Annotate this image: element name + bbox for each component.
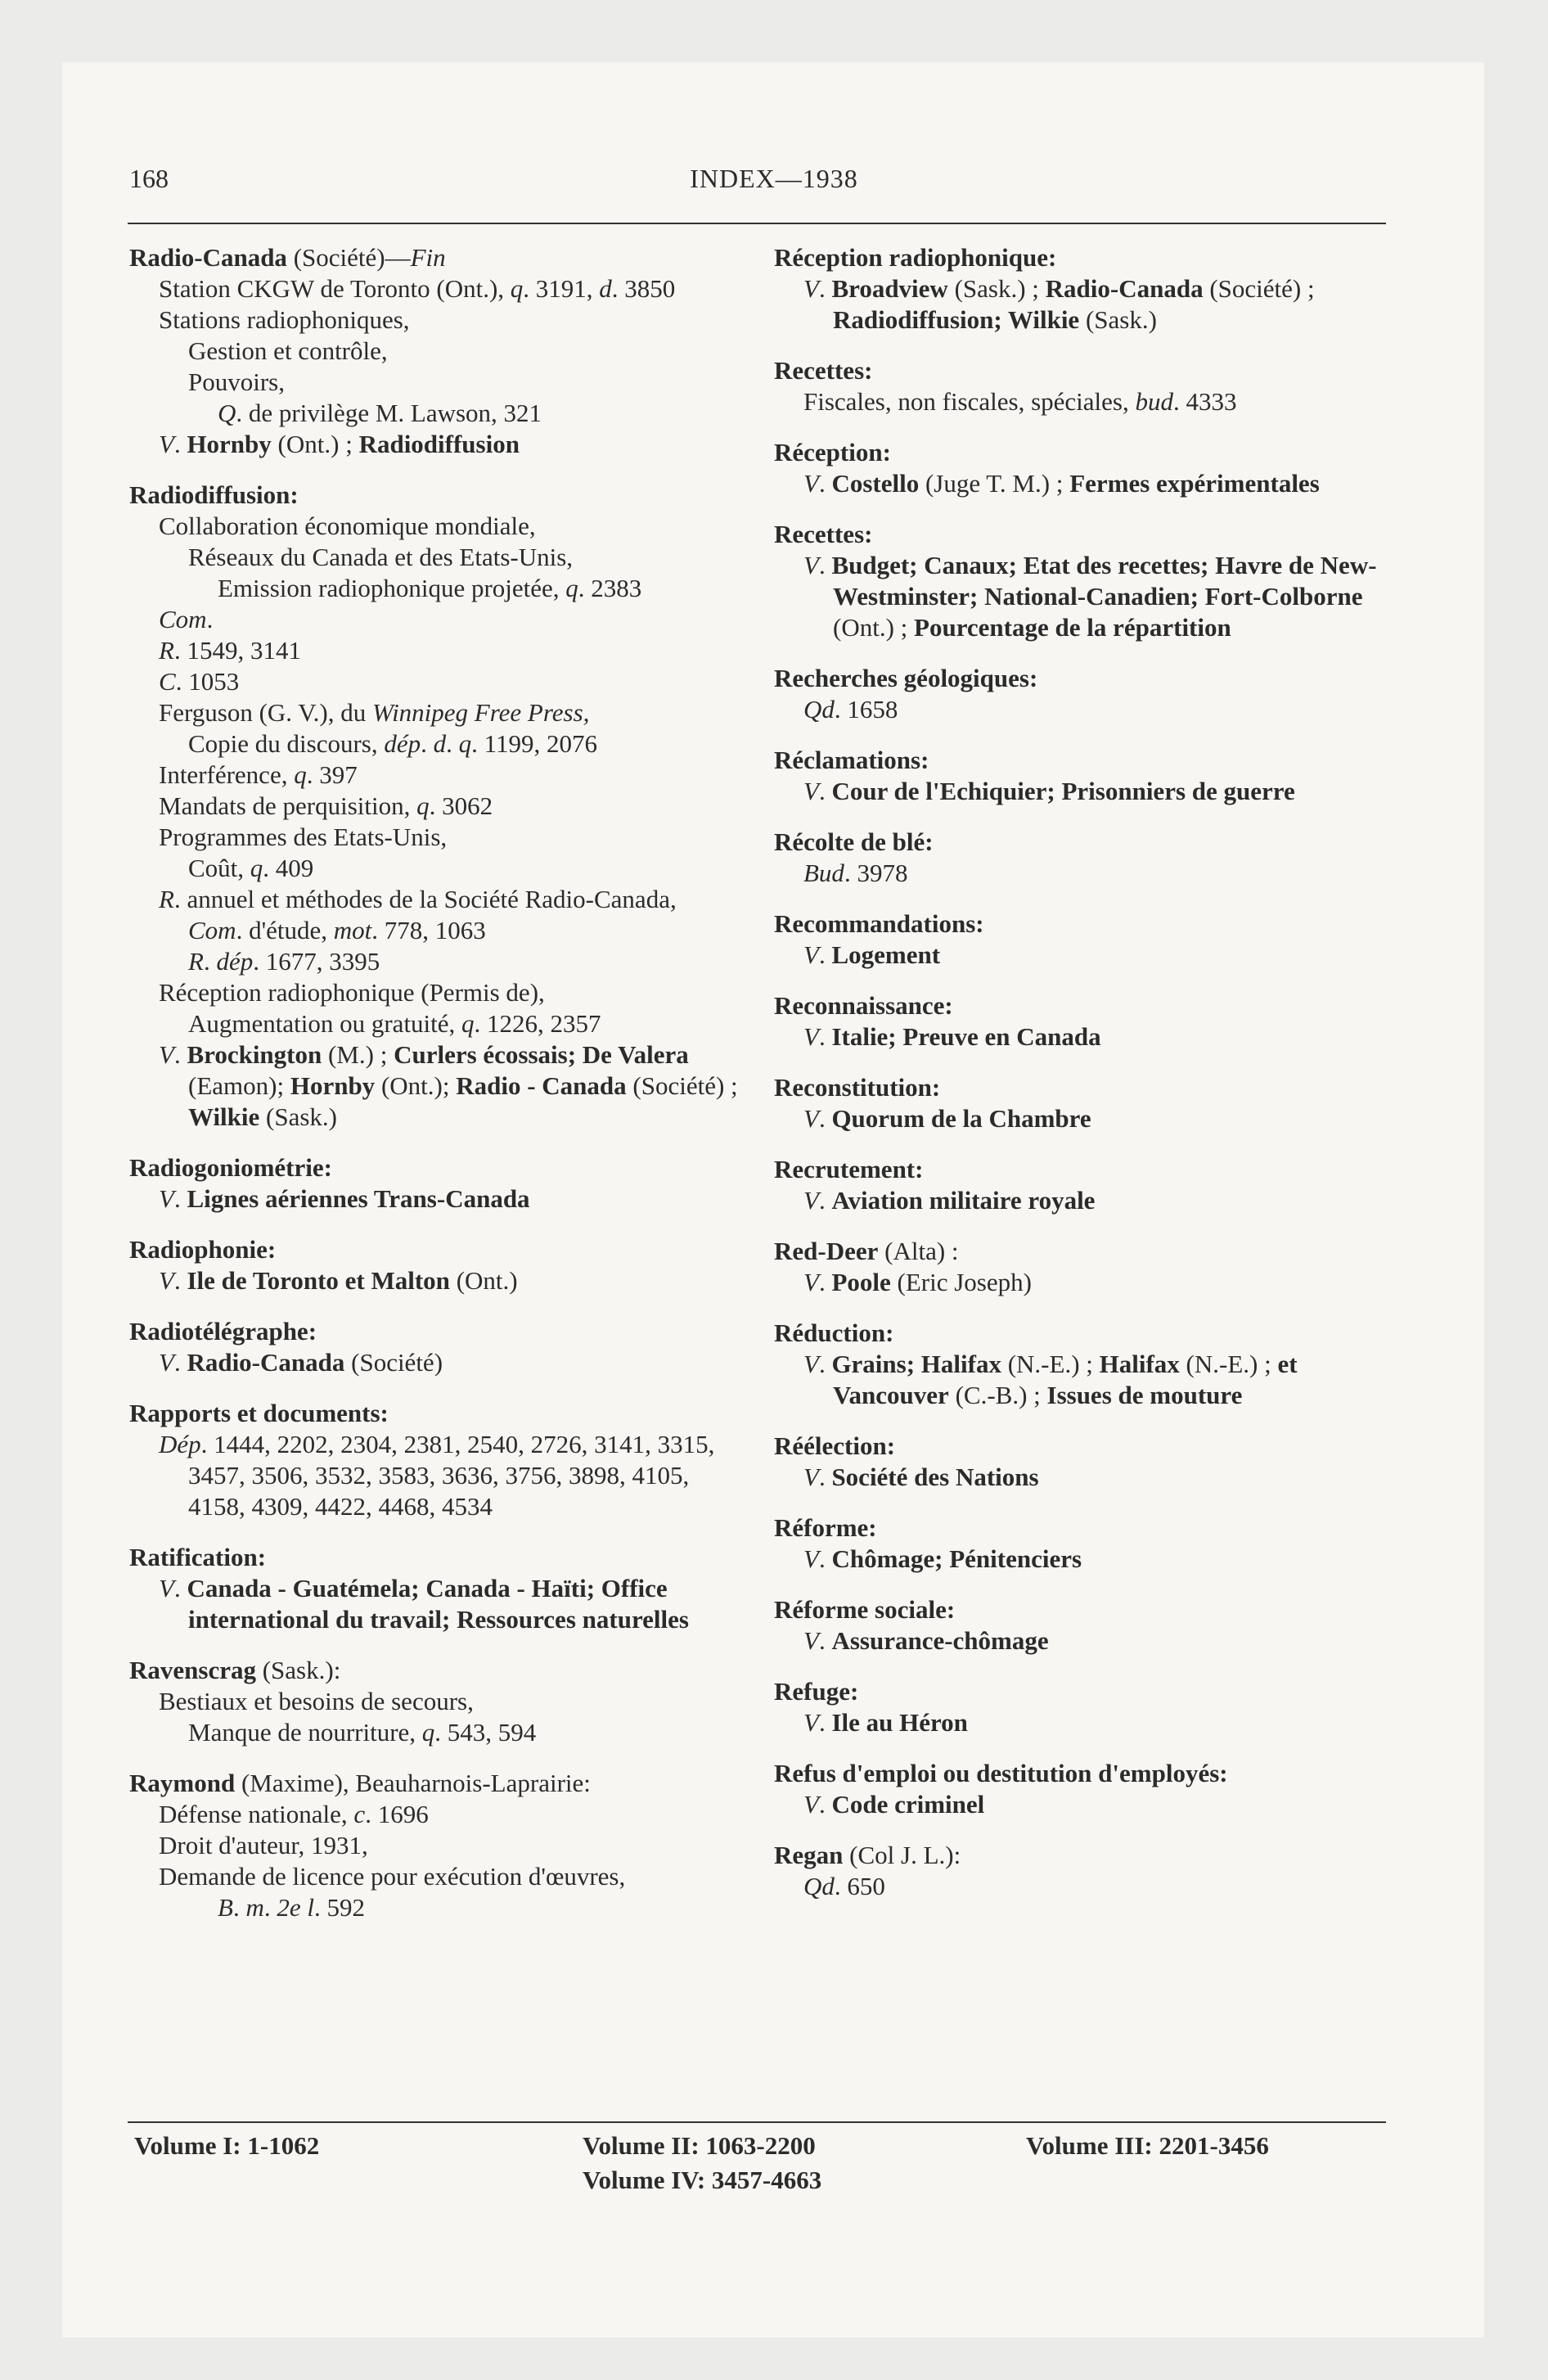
index-heading: Réclamations: [774,746,929,774]
footer-rule [128,2121,1386,2123]
index-heading: Regan (Col J. L.): [774,1841,961,1869]
entry-regan [774,1840,1393,1902]
entry-reconstitution [774,1072,1393,1134]
entry-reduction [774,1318,1393,1411]
index-heading: Ravenscrag (Sask.): [129,1656,341,1684]
index-heading: Recettes: [774,356,873,385]
index-subentry: Ferguson (G. V.), du Winnipeg Free Press, [159,698,590,727]
index-subentry: V. Brockington (M.) ; Curlers écossais; De Valera (Eamon); Hornby (Ont.); Radio - Canada (Société) ; Wilkie (Sask.) [159,1040,738,1131]
index-subentry: V. Ile de Toronto et Malton (Ont.) [159,1266,518,1295]
index-subentry: R. 1549, 3141 [159,636,301,665]
index-subentry: Coût, q. 409 [188,854,314,882]
index-subentry: Réception radiophonique (Permis de), [159,978,545,1007]
footer-volume-2: Volume II: 1063-2200 [583,2131,816,2160]
index-subentry: B. m. 2e l. 592 [218,1893,365,1922]
entry-refuge [774,1676,1393,1738]
index-subentry: V. Costello (Juge T. M.) ; Fermes expérimentales [803,469,1320,498]
entry-ratification [129,1542,739,1635]
index-subentry: V. Lignes aériennes Trans-Canada [159,1184,530,1213]
index-subentry: V. Code criminel [803,1790,985,1819]
index-heading: Refus d'emploi ou destitution d'employés: [774,1759,1228,1787]
index-subentry: Dép. 1444, 2202, 2304, 2381, 2540, 2726, 3141, 3315, 3457, 3506, 3532, 3583, 3636, 3756, 3898, 4105, 4158, 4309, 4422, 4468, 4534 [159,1430,715,1521]
entry-reclamations [774,745,1393,807]
index-subentry: V. Budget; Canaux; Etat des recettes; Havre de New-Westminster; National-Canadien; Fort-Colborne (Ont.) ; Pourcentage de la répartition [803,551,1377,642]
entry-refus-d-emploi [774,1758,1393,1820]
index-heading: Réforme: [774,1513,877,1542]
index-heading: Radio-Canada (Société)—Fin [129,243,446,272]
index-subentry: Bestiaux et besoins de secours, [159,1687,474,1715]
index-heading: Recommandations: [774,909,984,938]
index-heading: Radiodiffusion: [129,480,299,509]
index-subentry: V. Grains; Halifax (N.-E.) ; Halifax (N.-E.) ; et Vancouver (C.-B.) ; Issues de mouture [803,1350,1298,1409]
index-subentry: Augmentation ou gratuité, q. 1226, 2357 [188,1009,601,1038]
index-heading: Réduction: [774,1318,894,1347]
index-heading: Reconnaissance: [774,991,953,1020]
index-heading: Réception radiophonique: [774,243,1057,272]
index-subentry: C. 1053 [159,667,240,696]
index-subentry: Copie du discours, dép. d. q. 1199, 2076 [188,729,597,758]
index-subentry: Qd. 650 [803,1872,885,1900]
entry-recettes-1 [774,355,1393,417]
index-heading: Récolte de blé: [774,827,934,856]
entry-rapports-et-documents [129,1398,739,1522]
entry-red-deer [774,1236,1393,1298]
index-subentry: R. annuel et méthodes de la Société Radio-Canada, [159,885,677,913]
index-subentry: Droit d'auteur, 1931, [159,1831,368,1859]
footer-volume-1: Volume I: 1-1062 [134,2131,320,2160]
index-heading: Radiophonie: [129,1235,277,1264]
index-heading: Red-Deer (Alta) : [774,1237,959,1265]
index-heading: Refuge: [774,1677,859,1706]
index-heading: Reconstitution: [774,1073,941,1102]
index-subentry: Com. d'étude, mot. 778, 1063 [188,916,486,944]
index-subentry: Défense nationale, c. 1696 [159,1800,429,1828]
entry-recettes-2 [774,519,1393,643]
index-subentry: Demande de licence pour exécution d'œuvres, [159,1862,626,1891]
index-subentry: Com. [159,605,214,633]
index-subentry: Programmes des Etats-Unis, [159,823,448,851]
index-heading: Recherches géologiques: [774,664,1038,692]
index-subentry: V. Cour de l'Echiquier; Prisonniers de guerre [803,777,1295,805]
index-heading: Rapports et documents: [129,1399,389,1427]
index-subentry: Manque de nourriture, q. 543, 594 [188,1718,537,1747]
index-subentry: Collaboration économique mondiale, [159,512,536,540]
index-subentry: V. Chômage; Pénitenciers [803,1544,1082,1573]
entry-ravenscrag [129,1655,739,1748]
entry-radiogoniometrie [129,1152,739,1215]
index-heading: Réception: [774,438,891,467]
index-subentry: V. Logement [803,940,941,969]
footer-volume-4: Volume IV: 3457-4663 [583,2166,822,2194]
entry-reforme [774,1512,1393,1575]
index-heading: Ratification: [129,1543,267,1571]
index-heading: Recrutement: [774,1155,924,1183]
index-subentry: V. Ile au Héron [803,1708,968,1737]
index-subentry: Stations radiophoniques, [159,305,410,334]
entry-reforme-sociale [774,1594,1393,1657]
entry-raymond [129,1768,739,1923]
index-subentry: V. Canada - Guatémela; Canada - Haïti; Office international du travail; Ressources naturelles [159,1574,689,1634]
entry-reception-radiophonique [774,242,1393,336]
index-subentry: R. dép. 1677, 3395 [188,947,380,976]
index-subentry: V. Radio-Canada (Société) [159,1348,443,1377]
index-subentry: Interférence, q. 397 [159,760,358,789]
entry-reception [774,437,1393,499]
index-subentry: V. Italie; Preuve en Canada [803,1022,1101,1051]
index-subentry: V. Poole (Eric Joseph) [803,1268,1032,1296]
index-subentry: V. Hornby (Ont.) ; Radiodiffusion [159,430,520,458]
header-rule [128,223,1386,224]
index-heading: Réforme sociale: [774,1595,956,1624]
index-subentry: V. Broadview (Sask.) ; Radio-Canada (Société) ; Radiodiffusion; Wilkie (Sask.) [803,274,1315,334]
index-subentry: Gestion et contrôle, [188,336,388,365]
index-subentry: Station CKGW de Toronto (Ont.), q. 3191, d. 3850 [159,274,676,303]
index-subentry: Emission radiophonique projetée, q. 2383 [218,574,642,602]
entry-reelection [774,1431,1393,1493]
left-column [129,242,739,1943]
index-subentry: Fiscales, non fiscales, spéciales, bud. 4333 [803,387,1237,416]
entry-radio-canada-societe [129,242,739,460]
index-subentry: Qd. 1658 [803,695,898,723]
entry-recommandations [774,908,1393,971]
index-subentry: Q. de privilège M. Lawson, 321 [218,399,542,427]
index-heading: Réélection: [774,1431,896,1460]
page-number: 168 [129,164,169,193]
entry-reconnaissance [774,990,1393,1053]
entry-recrutement [774,1154,1393,1216]
index-subentry: V. Assurance-chômage [803,1626,1049,1655]
index-subentry: Bud. 3978 [803,859,908,887]
entry-recolte-de-ble [774,827,1393,889]
index-subentry: V. Aviation militaire royale [803,1186,1096,1215]
index-subentry: Pouvoirs, [188,367,285,396]
index-subentry: Réseaux du Canada et des Etats-Unis, [188,543,574,571]
index-heading: Recettes: [774,520,873,548]
entry-radiodiffusion [129,480,739,1133]
right-column [774,242,1393,1922]
index-heading: Raymond (Maxime), Beauharnois-Laprairie: [129,1769,591,1797]
page-title: INDEX—1938 [690,164,858,193]
entry-radiophonie [129,1234,739,1296]
index-heading: Radiogoniométrie: [129,1153,332,1182]
index-subentry: V. Quorum de la Chambre [803,1104,1091,1133]
entry-recherches-geologiques [774,663,1393,725]
entry-radiotelegraphe [129,1316,739,1378]
footer-volume-3: Volume III: 2201-3456 [1026,2131,1269,2160]
index-subentry: V. Société des Nations [803,1463,1039,1491]
index-subentry: Mandats de perquisition, q. 3062 [159,791,493,820]
index-heading: Radiotélégraphe: [129,1317,317,1346]
